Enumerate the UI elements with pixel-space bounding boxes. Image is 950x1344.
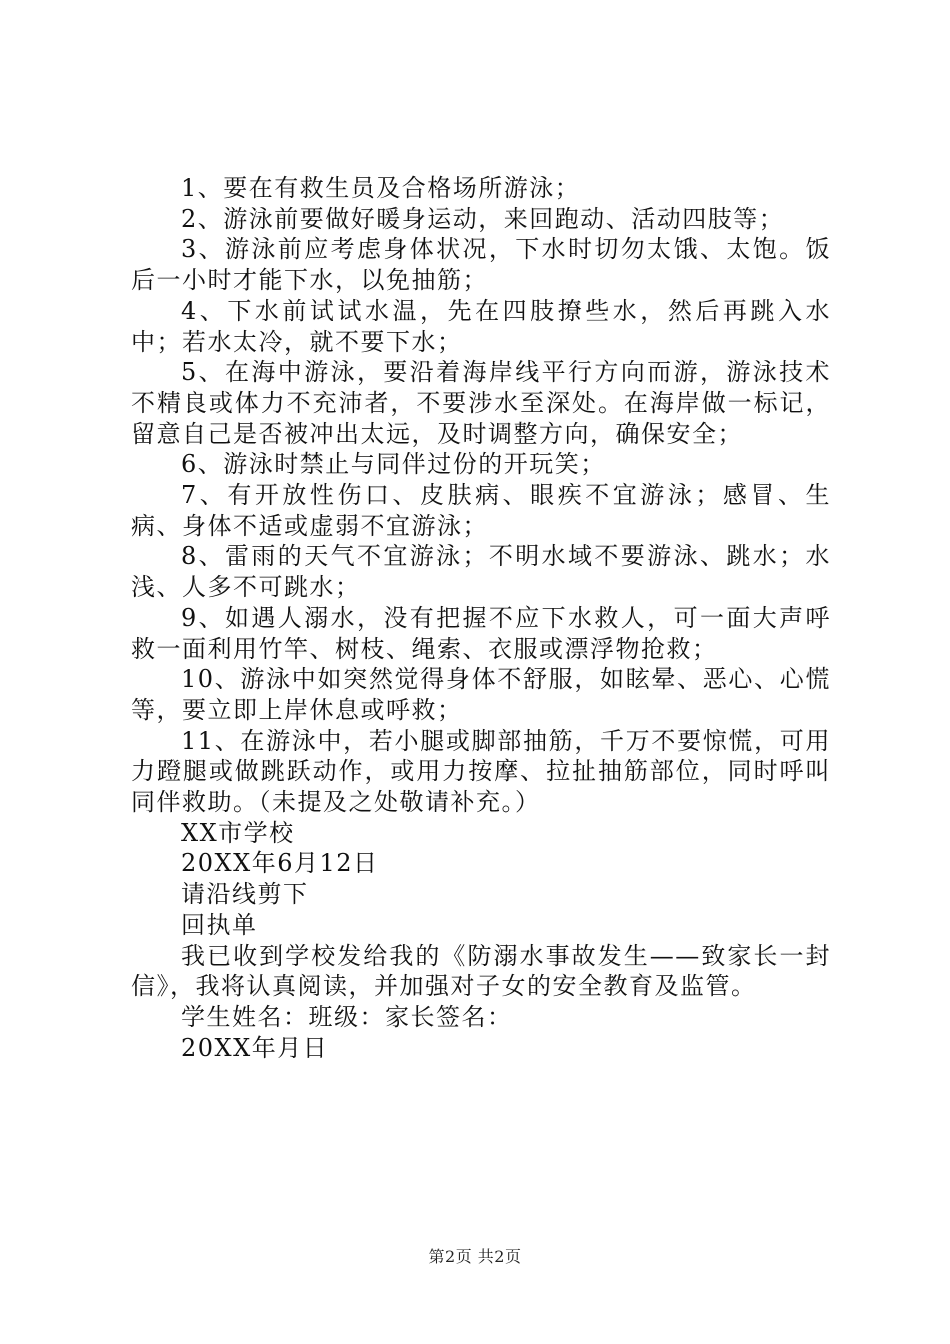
school-signature: XX市学校	[181, 818, 295, 847]
safety-rule-6: 6、游泳时禁止与同伴过份的开玩笑；	[181, 450, 606, 479]
letter-date: 20XX年6月12日	[181, 849, 379, 878]
receipt-title: 回执单	[181, 910, 258, 939]
safety-rule-1: 1、要在有救生员及合格场所游泳；	[181, 174, 581, 202]
receipt-statement: 我已收到学校发给我的《防溺水事故发生——致家长一封信》，我将认真阅读，并加强对子女的安全教育及监管。	[131, 941, 831, 1001]
safety-rule-3: 3、游泳前应考虑身体状况，下水时切勿太饿、太饱。饭后一小时才能下水，以免抽筋；	[131, 235, 831, 295]
safety-rule-9: 9、如遇人溺水，没有把握不应下水救人，可一面大声呼救一面利用竹竿、树枝、绳索、衣服或漂浮物抢救；	[131, 603, 831, 663]
document-body	[131, 173, 831, 1063]
safety-rule-11: 11、在游泳中，若小腿或脚部抽筋，千万不要惊慌，可用力蹬腿或做跳跃动作，或用力按摩、拉扯抽筋部位，同时呼叫同伴救助。（未提及之处敬请补充。）	[131, 726, 831, 817]
safety-rule-8: 8、雷雨的天气不宜游泳；不明水域不要游泳、跳水；水浅、人多不可跳水；	[131, 542, 831, 602]
safety-rule-5: 5、在海中游泳，要沿着海岸线平行方向而游，游泳技术不精良或体力不充沛者，不要涉水至深处。在海岸做一标记，留意自己是否被冲出太远，及时调整方向，确保安全；	[131, 358, 831, 448]
receipt-date: 20XX年月日	[181, 1033, 329, 1062]
page-number: 第2页 共2页	[428, 1247, 522, 1266]
receipt-fields: 学生姓名：班级：家长签名：	[181, 1002, 513, 1031]
safety-rule-7: 7、有开放性伤口、皮肤病、眼疾不宜游泳；感冒、生病、身体不适或虚弱不宜游泳；	[131, 481, 831, 540]
safety-rule-4: 4、下水前试试水温，先在四肢撩些水，然后再跳入水中；若水太冷，就不要下水；	[131, 296, 831, 356]
cut-line-note: 请沿线剪下	[181, 880, 309, 909]
safety-rule-10: 10、游泳中如突然觉得身体不舒服，如眩晕、恶心、心慌等，要立即上岸休息或呼救；	[131, 665, 831, 724]
safety-rule-2: 2、游泳前要做好暖身运动，来回跑动、活动四肢等；	[181, 204, 785, 233]
